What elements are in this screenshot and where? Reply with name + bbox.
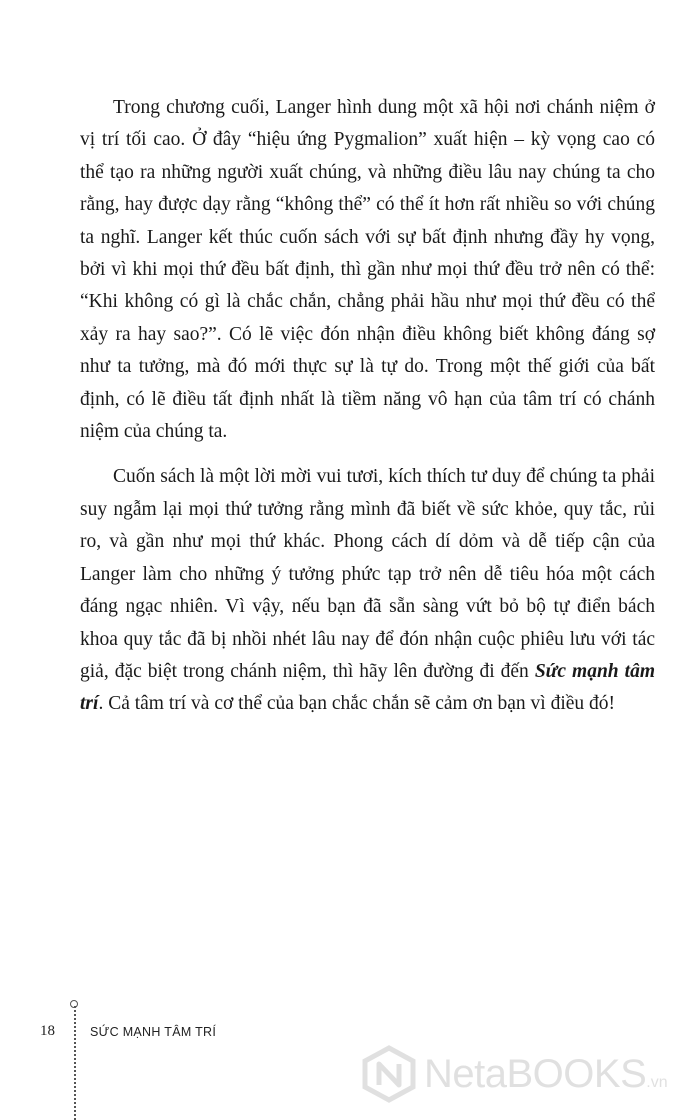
watermark-suffix: .vn: [646, 1074, 668, 1091]
watermark-brand: NetaBOOKS: [424, 1051, 647, 1096]
dotted-rule: [74, 1006, 76, 1120]
paragraph-2-text-before: Cuốn sách là một lời mời vui tươi, kích thích tư duy để chúng ta phải suy ngẫm lại mọi thứ tưởng rằng mình đã biết về sức khỏe, quy tắc, rủi ro, và gần như mọi thứ khác. Phong cách dí dỏm và dễ tiếp cận của Langer làm cho những ý tưởng phức tạp trở nên dễ tiêu hóa một cách đáng ngạc nhiên. Vì vậy, nếu bạn đã sẵn sàng vứt bỏ bộ tự điển bách khoa quy tắc đã bị nhồi nhét lâu nay để đón nhận cuộc phiêu lưu với tác giả, đặc biệt trong chánh niệm, thì hãy lên đường đi đến: [80, 466, 655, 682]
running-title: SỨC MẠNH TÂM TRÍ: [90, 1025, 217, 1039]
paragraph-2: [80, 461, 655, 720]
netabooks-logo-icon: [360, 1045, 418, 1103]
paragraph-2-text-after: . Cả tâm trí và cơ thể của bạn chắc chắn sẽ cảm ơn bạn vì điều đó!: [98, 693, 616, 715]
page-number: 18: [40, 1023, 55, 1039]
book-title: Sức mạnh tâm trí: [80, 660, 655, 715]
body-text: [80, 92, 655, 734]
watermark: [360, 1044, 700, 1104]
paragraph-1: Trong chương cuối, Langer hình dung một xã hội nơi chánh niệm ở vị trí tối cao. Ở đây “hiệu ứng Pygmalion” xuất hiện – kỳ vọng cao có thể tạo ra những người xuất chúng, và những điều lâu nay chúng ta cho rằng, hay được dạy rằng “không thể” có thể ít hơn rất nhiều so với chúng ta nghĩ. Langer kết thúc cuốn sách với sự bất định nhưng đầy hy vọng, bởi vì khi mọi thứ đều bất định, thì gần như mọi thứ đều trở nên có thể: “Khi không có gì là chắc chắn, chẳng phải hầu như mọi thứ đều có thể xảy ra hay sao?”. Có lẽ việc đón nhận điều không biết không đáng sợ như ta tưởng, mà đó mới thực sự là tự do. Trong một thế giới của bất định, có lẽ điều tất định nhất là tiềm năng vô hạn của tâm trí có chánh niệm của chúng ta.: [80, 97, 655, 443]
